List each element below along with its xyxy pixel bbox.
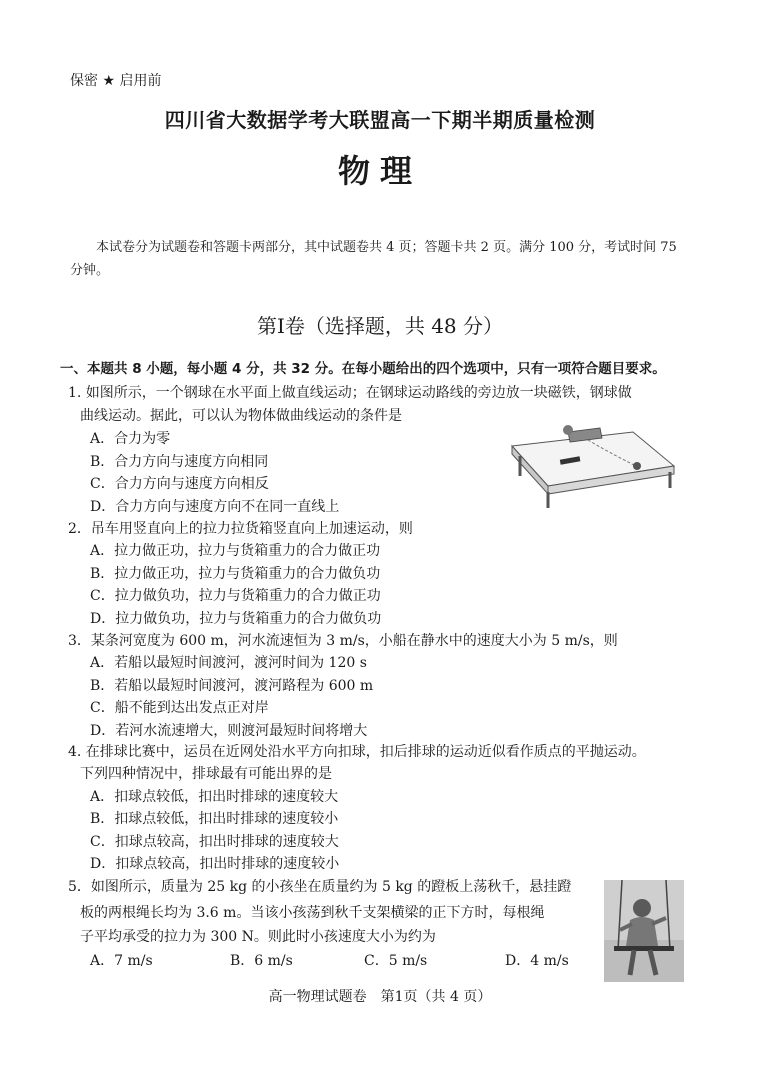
q4-option-c: C．扣球点较高，扣出时排球的速度较大 (90, 834, 339, 850)
q1-option-d: D．合力方向与速度方向不在同一直线上 (90, 499, 340, 515)
q2-stem: 2．吊车用竖直向上的拉力拉货箱竖直向上加速运动，则 (68, 521, 413, 537)
q5-option-b: B．6 m/s (230, 953, 293, 969)
exam-title: 四川省大数据学考大联盟高一下期半期质量检测 (164, 108, 596, 132)
q1-stem-line-2: 曲线运动。据此，可以认为物体做曲线运动的条件是 (80, 408, 402, 424)
section-title: 第Ⅰ卷（选择题，共 48 分） (256, 314, 504, 338)
confidential-label: 保密 ★ 启用前 (70, 73, 162, 89)
section-instruction: 一、本题共 8 小题，每小题 4 分，共 32 分。在每小题给出的四个选项中，只有一项符合题目要求。 (60, 361, 666, 377)
q5-stem-line-2: 板的两根绳长均为 3.6 m。当该小孩荡到秋千支架横梁的正下方时，每根绳 (80, 905, 545, 921)
q4-option-a: A．扣球点较低，扣出时排球的速度较大 (90, 789, 339, 805)
q1-stem-line-1: 1. 如图所示，一个钢球在水平面上做直线运动；在钢球运动路线的旁边放一块磁铁，钢球做 (68, 385, 632, 401)
q5-stem-line-1: 5．如图所示，质量为 25 kg 的小孩坐在质量约为 5 kg 的蹬板上荡秋千，悬挂蹬 (68, 879, 572, 895)
q3-option-d: D．若河水流速增大，则渡河最短时间将增大 (90, 723, 368, 739)
child-on-swing-photo (604, 880, 684, 982)
q3-option-b: B．若船以最短时间渡河，渡河路程为 600 m (90, 678, 374, 694)
subject-title: 物理 (337, 152, 422, 190)
q4-stem-line-2: 下列四种情况中，排球最有可能出界的是 (80, 766, 332, 782)
q3-option-a: A．若船以最短时间渡河，渡河时间为 120 s (90, 655, 367, 671)
q5-option-a: A．7 m/s (90, 953, 153, 969)
q4-option-b: B．扣球点较低，扣出时排球的速度较小 (90, 811, 339, 827)
q5-option-d: D．4 m/s (505, 953, 569, 969)
q2-option-d: D．拉力做负功，拉力与货箱重力的合力做负功 (90, 611, 382, 627)
q1-option-a: A．合力为零 (90, 431, 171, 447)
exam-intro: 本试卷分为试题卷和答题卡两部分，其中试题卷共 4 页；答题卡共 2 页。满分 100 分，考试时间 75 分钟。 (70, 240, 677, 278)
q5-stem-line-3: 子平均承受的拉力为 300 N。则此时小孩速度大小为约为 (80, 929, 436, 945)
q3-option-c: C．船不能到达出发点正对岸 (90, 700, 269, 716)
q4-stem-line-1: 4. 在排球比赛中，运员在近网处沿水平方向扣球，扣后排球的运动近似看作质点的平抛运动。 (68, 744, 646, 760)
q1-option-b: B．合力方向与速度方向相同 (90, 454, 269, 470)
q5-option-c: C．5 m/s (364, 953, 428, 969)
q1-option-c: C．合力方向与速度方向相反 (90, 476, 269, 492)
q2-option-b: B．拉力做正功，拉力与货箱重力的合力做负功 (90, 566, 381, 582)
q2-option-c: C．拉力做负功，拉力与货箱重力的合力做正功 (90, 588, 381, 604)
steel-ball-magnet-figure (508, 416, 678, 510)
q2-option-a: A．拉力做正功，拉力与货箱重力的合力做正功 (90, 543, 381, 559)
q3-stem: 3．某条河宽度为 600 m，河水流速恒为 3 m/s，小船在静水中的速度大小为 5 m/s，则 (68, 633, 618, 649)
page-footer: 高一物理试题卷 第1页（共 4 页） (268, 989, 492, 1005)
q4-option-d: D．扣球点较高，扣出时排球的速度较小 (90, 856, 340, 872)
